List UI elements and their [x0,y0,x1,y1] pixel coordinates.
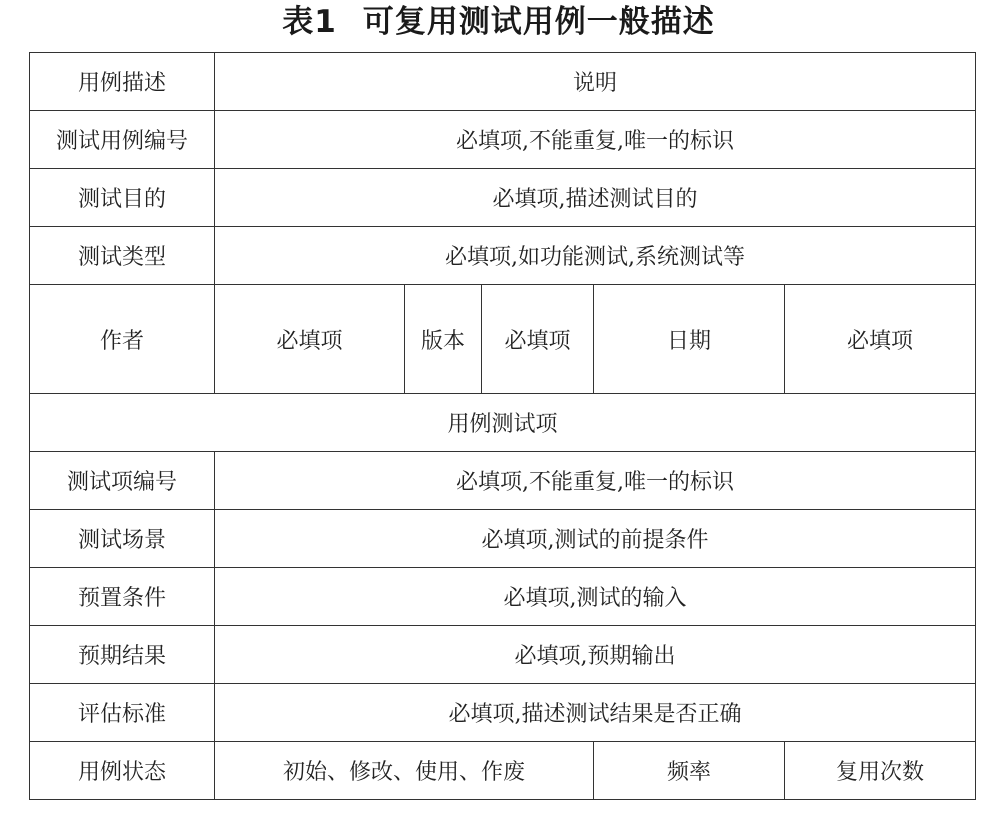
author-value-cell: 必填项 [215,285,405,394]
status-row [30,742,976,800]
table-row [30,568,976,626]
row-label-cell: 预期结果 [30,626,215,684]
table-row [30,227,976,285]
frequency-cell: 频率 [594,742,785,800]
row-label-cell: 测试类型 [30,227,215,285]
header-desc-cell: 说明 [215,53,976,111]
status-value-cell: 初始、修改、使用、作废 [215,742,594,800]
table-row [30,684,976,742]
row-value-cell: 必填项,描述测试结果是否正确 [215,684,976,742]
table-row [30,452,976,510]
row-value-cell: 必填项,如功能测试,系统测试等 [215,227,976,285]
table-row [30,510,976,568]
table-row [30,169,976,227]
row-value-cell: 必填项,不能重复,唯一的标识 [215,452,976,510]
version-value-cell: 必填项 [482,285,594,394]
row-label-cell: 测试项编号 [30,452,215,510]
table-caption [0,0,997,48]
row-value-cell: 必填项,测试的输入 [215,568,976,626]
table-number: 表1 [282,4,337,40]
row-value-cell: 必填项,预期输出 [215,626,976,684]
table-row [30,53,976,111]
version-label-cell: 版本 [405,285,482,394]
author-row [30,285,976,394]
row-label-cell: 测试场景 [30,510,215,568]
table-row [30,111,976,169]
table-row [30,626,976,684]
row-label-cell: 测试用例编号 [30,111,215,169]
row-value-cell: 必填项,测试的前提条件 [215,510,976,568]
reuse-count-cell: 复用次数 [785,742,976,800]
row-value-cell: 必填项,不能重复,唯一的标识 [215,111,976,169]
section-row [30,394,976,452]
status-label-cell: 用例状态 [30,742,215,800]
date-label-cell: 日期 [594,285,785,394]
table-title: 可复用测试用例一般描述 [362,4,715,40]
row-label-cell: 测试目的 [30,169,215,227]
description-table [29,52,976,800]
row-label-cell: 预置条件 [30,568,215,626]
row-label-cell: 评估标准 [30,684,215,742]
row-value-cell: 必填项,描述测试目的 [215,169,976,227]
section-title-cell: 用例测试项 [30,394,976,452]
date-value-cell: 必填项 [785,285,976,394]
author-label-cell: 作者 [30,285,215,394]
header-label-cell: 用例描述 [30,53,215,111]
